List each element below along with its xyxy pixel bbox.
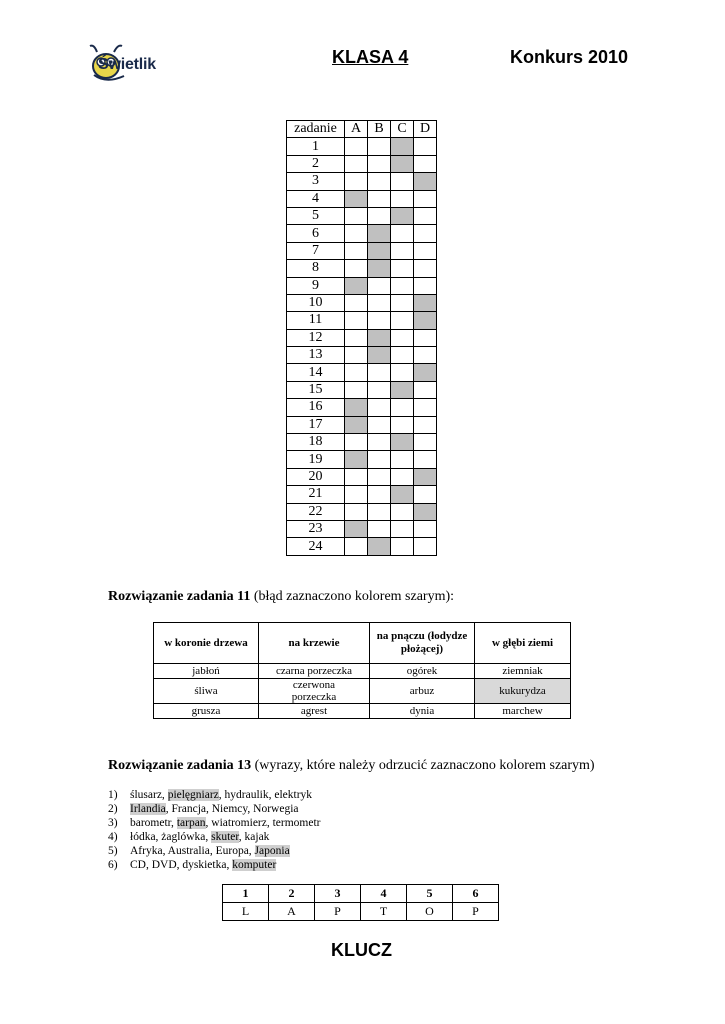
answer-cell (368, 138, 391, 155)
list-item (108, 816, 321, 830)
table-header-cell: na krzewie (259, 623, 370, 664)
answer-cell (391, 173, 414, 190)
answer-cell (391, 294, 414, 311)
answer-cell (368, 468, 391, 485)
answer-cell (414, 329, 437, 346)
answer-cell (345, 364, 368, 381)
answer-cell (368, 486, 391, 503)
task-number: 18 (287, 434, 345, 451)
answer-cell (391, 329, 414, 346)
answer-cell (391, 277, 414, 294)
table-cell: śliwa (154, 679, 259, 704)
list-text (130, 830, 269, 844)
table-row (287, 538, 437, 555)
table-cell: arbuz (370, 679, 475, 704)
table-cell: ogórek (370, 664, 475, 679)
rejected-word: skuter (211, 831, 239, 843)
table-cell: czerwona porzeczka (259, 679, 370, 704)
list-text-part: ślusarz, (130, 789, 168, 801)
answer-cell (391, 364, 414, 381)
table-header-cell: w głębi ziemi (475, 623, 571, 664)
table-header-cell: 6 (453, 885, 499, 903)
answer-letter-cell: O (407, 903, 453, 921)
answer-cell-marked (368, 242, 391, 259)
contest-heading: Konkurs 2010 (510, 47, 629, 67)
table-header-cell: 4 (361, 885, 407, 903)
answer-cell (345, 486, 368, 503)
table-row (287, 416, 437, 433)
answer-letter-cell: P (453, 903, 499, 921)
answer-cell (391, 520, 414, 537)
table-row (287, 399, 437, 416)
answer-cell (345, 138, 368, 155)
table-header-cell: 3 (315, 885, 361, 903)
class-heading: KLASA 4 (332, 47, 409, 67)
answer-cell (368, 364, 391, 381)
list-number: 3) (108, 817, 118, 829)
answer-cell (368, 155, 391, 172)
task-number: 11 (287, 312, 345, 329)
list-text-part: , wiatromierz, termometr (205, 817, 321, 829)
table-row (287, 294, 437, 311)
list-number: 6) (108, 859, 118, 871)
answer-cell (345, 434, 368, 451)
list-item (108, 802, 321, 816)
table-row (287, 190, 437, 207)
answer-cell (368, 381, 391, 398)
answer-cell-marked (391, 138, 414, 155)
task-number: 7 (287, 242, 345, 259)
table-cell: agrest (259, 704, 370, 719)
list-text-part: łódka, żaglówka, (130, 831, 212, 843)
task-number: 12 (287, 329, 345, 346)
answer-cell-marked (391, 486, 414, 503)
answer-cell-marked (345, 416, 368, 433)
list-item (108, 858, 321, 872)
answer-cell (414, 381, 437, 398)
answer-cell (414, 416, 437, 433)
list-text (130, 844, 290, 858)
answer-cell (414, 486, 437, 503)
answer-cell-marked (391, 155, 414, 172)
list-text (130, 788, 312, 802)
task-number: 17 (287, 416, 345, 433)
answer-cell (368, 190, 391, 207)
answer-cell-marked (368, 538, 391, 555)
answer-cell (391, 347, 414, 364)
answer-cell (391, 538, 414, 555)
list-number: 5) (108, 845, 118, 857)
answer-cell (391, 225, 414, 242)
task-number: 21 (287, 486, 345, 503)
answer-cell (414, 190, 437, 207)
list-text-part: CD, DVD, dyskietka, (130, 859, 233, 871)
answer-letter-cell: A (269, 903, 315, 921)
list-text (130, 816, 321, 830)
answer-cell (345, 294, 368, 311)
table-cell: dynia (370, 704, 475, 719)
task13-title: Rozwiązanie zadania 13 (wyrazy, które należy odrzucić zaznaczono kolorem szarym) (108, 758, 595, 773)
table-row (287, 520, 437, 537)
table-row (287, 503, 437, 520)
list-text-part: barometr, (130, 817, 177, 829)
rejected-word: pielęgniarz (167, 789, 219, 801)
table-row (287, 242, 437, 259)
table-row (287, 486, 437, 503)
task-number: 13 (287, 347, 345, 364)
list-item (108, 844, 321, 858)
table-row (287, 155, 437, 172)
answer-cell (391, 260, 414, 277)
task-number: 15 (287, 381, 345, 398)
answer-cell (391, 242, 414, 259)
task13-list (108, 788, 321, 872)
table-header-cell: A (345, 121, 368, 138)
rejected-word: komputer (232, 859, 277, 871)
table-row (287, 468, 437, 485)
answer-cell (391, 312, 414, 329)
rejected-word: Irlandia (130, 803, 166, 815)
answer-cell-marked (391, 207, 414, 224)
task-number: 10 (287, 294, 345, 311)
table-cell: grusza (154, 704, 259, 719)
answer-cell (368, 207, 391, 224)
task-number: 6 (287, 225, 345, 242)
list-text-part: , hydraulik, elektryk (218, 789, 313, 801)
answer-cell (368, 451, 391, 468)
answer-cell (414, 520, 437, 537)
table-row (287, 207, 437, 224)
answer-cell (391, 399, 414, 416)
task-number: 19 (287, 451, 345, 468)
table-header-cell: C (391, 121, 414, 138)
answer-cell (345, 155, 368, 172)
answer-cell (345, 381, 368, 398)
rejected-word: tarpan (176, 817, 206, 829)
table-header-cell: 2 (269, 885, 315, 903)
answer-cell (345, 312, 368, 329)
logo-text: Świetlik (98, 56, 156, 73)
table-row (287, 312, 437, 329)
table-cell: czarna porzeczka (259, 664, 370, 679)
answer-cell (368, 434, 391, 451)
answer-cell (345, 503, 368, 520)
answer-cell-marked (368, 329, 391, 346)
table-header-cell: zadanie (287, 121, 345, 138)
answer-cell (345, 225, 368, 242)
answer-cell (391, 416, 414, 433)
task-number: 5 (287, 207, 345, 224)
table-header-cell: 5 (407, 885, 453, 903)
answer-cell-marked (345, 399, 368, 416)
task-number: 2 (287, 155, 345, 172)
answer-cell (368, 416, 391, 433)
answer-cell (345, 207, 368, 224)
task11-title: Rozwiązanie zadania 11 (błąd zaznaczono kolorem szarym): (108, 589, 455, 604)
answer-cell (391, 503, 414, 520)
answer-cell (368, 520, 391, 537)
answer-cell (414, 277, 437, 294)
answer-cell (368, 277, 391, 294)
task-number: 9 (287, 277, 345, 294)
answer-cell (368, 503, 391, 520)
table-row (287, 347, 437, 364)
answer-cell (414, 434, 437, 451)
list-item (108, 830, 321, 844)
rejected-word: Japonia (254, 845, 290, 857)
answer-letter-cell: T (361, 903, 407, 921)
answer-cell (414, 399, 437, 416)
answer-cell-marked (345, 520, 368, 537)
table-row (287, 173, 437, 190)
task-number: 16 (287, 399, 345, 416)
task13-answer-table (222, 884, 499, 921)
answer-cell-marked (414, 364, 437, 381)
list-text (130, 802, 299, 816)
answer-cell-marked (368, 260, 391, 277)
table-header-cell: B (368, 121, 391, 138)
answer-letter-cell: L (223, 903, 269, 921)
task-number: 3 (287, 173, 345, 190)
answer-cell (368, 399, 391, 416)
table-row (287, 138, 437, 155)
table-cell: marchew (475, 704, 571, 719)
list-item (108, 788, 321, 802)
answer-cell (414, 260, 437, 277)
table-cell-error: kukurydza (475, 679, 571, 704)
answer-cell (345, 538, 368, 555)
list-number: 4) (108, 831, 118, 843)
answer-cell (368, 173, 391, 190)
answer-cell (345, 329, 368, 346)
answer-cell (414, 225, 437, 242)
answer-cell (368, 312, 391, 329)
answer-cell-marked (414, 294, 437, 311)
answer-cell-marked (368, 225, 391, 242)
answer-cell (345, 260, 368, 277)
answer-cell-marked (391, 434, 414, 451)
list-number: 2) (108, 803, 118, 815)
answer-cell-marked (414, 503, 437, 520)
answer-cell (368, 294, 391, 311)
task-number: 14 (287, 364, 345, 381)
table-row (287, 329, 437, 346)
answer-cell (414, 138, 437, 155)
task-number: 8 (287, 260, 345, 277)
answer-cell-marked (368, 347, 391, 364)
key-footer: KLUCZ (331, 940, 392, 960)
answer-cell-marked (414, 468, 437, 485)
answer-cell (345, 242, 368, 259)
table-row (287, 277, 437, 294)
table-row (287, 381, 437, 398)
answer-key-table (286, 120, 437, 556)
answer-cell (391, 190, 414, 207)
table-header-cell: 1 (223, 885, 269, 903)
table-row (287, 225, 437, 242)
answer-cell (414, 451, 437, 468)
answer-cell (414, 242, 437, 259)
task11-table (153, 622, 571, 719)
answer-cell (345, 173, 368, 190)
list-number: 1) (108, 789, 118, 801)
answer-cell (345, 468, 368, 485)
list-text-part: , Francja, Niemcy, Norwegia (165, 803, 299, 815)
task-number: 4 (287, 190, 345, 207)
table-row (287, 434, 437, 451)
answer-cell (414, 155, 437, 172)
task-number: 20 (287, 468, 345, 485)
answer-cell (414, 347, 437, 364)
answer-letter-cell: P (315, 903, 361, 921)
answer-cell (345, 347, 368, 364)
answer-cell-marked (391, 381, 414, 398)
table-row (287, 364, 437, 381)
answer-cell (414, 538, 437, 555)
table-header-cell: na pnączu (łodydze płożącej) (370, 623, 475, 664)
answer-cell (414, 207, 437, 224)
table-cell: jabłoń (154, 664, 259, 679)
table-header-cell: w koronie drzewa (154, 623, 259, 664)
task-number: 22 (287, 503, 345, 520)
task-number: 23 (287, 520, 345, 537)
answer-cell-marked (414, 173, 437, 190)
list-text (130, 858, 276, 872)
answer-cell-marked (345, 451, 368, 468)
task-number: 1 (287, 138, 345, 155)
answer-cell (391, 468, 414, 485)
table-row (287, 451, 437, 468)
table-cell: ziemniak (475, 664, 571, 679)
answer-cell-marked (345, 277, 368, 294)
answer-cell-marked (414, 312, 437, 329)
table-header-cell: D (414, 121, 437, 138)
list-text-part: Afryka, Australia, Europa, (130, 845, 255, 857)
task-number: 24 (287, 538, 345, 555)
answer-cell (391, 451, 414, 468)
table-row (287, 260, 437, 277)
list-text-part: , kajak (238, 831, 270, 843)
answer-cell-marked (345, 190, 368, 207)
